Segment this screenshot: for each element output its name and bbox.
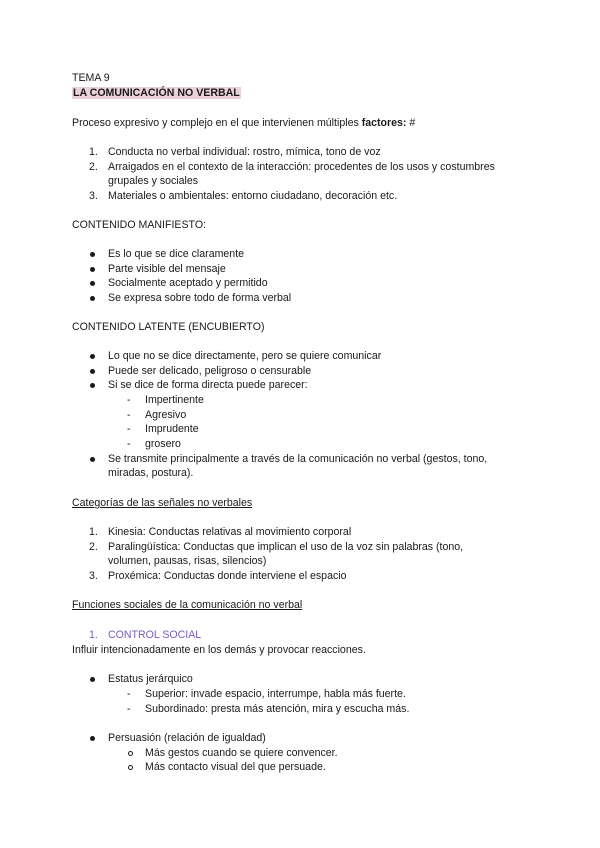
latente-item: Si se dice de forma directa puede parecer: bbox=[108, 379, 308, 391]
bullet-icon bbox=[90, 281, 95, 286]
dash-icon: - bbox=[127, 438, 131, 450]
control-description: Influir intencionadamente en los demás y provocar reacciones. bbox=[72, 644, 366, 656]
dash-icon: - bbox=[127, 688, 131, 700]
categoria-item: Kinesia: Conductas relativas al movimiento corporal bbox=[108, 526, 352, 538]
bullet-icon bbox=[90, 383, 95, 388]
categoria-item-continued: volumen, pausas, risas, silencios) bbox=[108, 555, 267, 567]
latente-subitem: Impertinente bbox=[145, 394, 204, 406]
manifiesto-item: Parte visible del mensaje bbox=[108, 263, 226, 275]
manifiesto-heading: CONTENIDO MANIFIESTO: bbox=[72, 219, 206, 231]
bullet-icon bbox=[90, 677, 95, 682]
categorias-heading: Categorías de las señales no verbales bbox=[72, 497, 253, 509]
bullet-icon bbox=[90, 252, 95, 257]
document-title bbox=[72, 87, 241, 100]
circle-bullet-icon bbox=[128, 751, 133, 756]
estatus-subitem: Superior: invade espacio, interrumpe, habla más fuerte. bbox=[145, 688, 406, 700]
circle-bullet-icon bbox=[128, 765, 133, 770]
bullet-icon bbox=[90, 736, 95, 741]
factor-item: Materiales o ambientales: entorno ciudadano, decoración etc. bbox=[108, 190, 398, 202]
bullet-icon bbox=[90, 296, 95, 301]
latente-item-continued: miradas, postura). bbox=[108, 467, 194, 479]
latente-item: Puede ser delicado, peligroso o censurable bbox=[108, 365, 312, 377]
categoria-item: Paralingüística: Conductas que implican el uso de la voz sin palabras (tono, bbox=[108, 541, 464, 553]
factor-number: 1. bbox=[89, 146, 98, 158]
control-social-heading: CONTROL SOCIAL bbox=[108, 629, 202, 641]
funciones-heading: Funciones sociales de la comunicación no verbal bbox=[72, 599, 303, 611]
document-title-text: LA COMUNICACIÓN NO VERBAL bbox=[73, 87, 240, 99]
latente-item: Lo que no se dice directamente, pero se quiere comunicar bbox=[108, 350, 382, 362]
latente-subitem: grosero bbox=[145, 438, 181, 450]
manifiesto-item: Socialmente aceptado y permitido bbox=[108, 277, 268, 289]
bullet-icon bbox=[90, 369, 95, 374]
latente-heading: CONTENIDO LATENTE (ENCUBIERTO) bbox=[72, 321, 265, 333]
manifiesto-item: Se expresa sobre todo de forma verbal bbox=[108, 292, 292, 304]
categoria-number: 1. bbox=[89, 526, 98, 538]
manifiesto-item: Es lo que se dice claramente bbox=[108, 248, 245, 260]
bullet-icon bbox=[90, 267, 95, 272]
intro-text: Proceso expresivo y complejo en el que intervienen múltiples bbox=[72, 117, 362, 129]
intro-paragraph bbox=[72, 117, 415, 130]
persuasion-subitem: Más contacto visual del que persuade. bbox=[145, 761, 326, 773]
persuasion-subitem: Más gestos cuando se quiere convencer. bbox=[145, 747, 338, 759]
estatus-item: Estatus jerárquico bbox=[108, 673, 193, 685]
bullet-icon bbox=[90, 457, 95, 462]
latente-subitem: Agresivo bbox=[145, 409, 187, 421]
dash-icon: - bbox=[127, 394, 131, 406]
persuasion-item: Persuasión (relación de igualdad) bbox=[108, 732, 266, 744]
categoria-number: 3. bbox=[89, 570, 98, 582]
intro-suffix: # bbox=[406, 117, 416, 129]
control-number: 1. bbox=[89, 629, 98, 641]
dash-icon: - bbox=[127, 423, 131, 435]
factor-number: 3. bbox=[89, 190, 98, 202]
factor-item: Arraigados en el contexto de la interacción: procedentes de los usos y costumbres bbox=[108, 161, 495, 173]
factor-item: Conducta no verbal individual: rostro, mímica, tono de voz bbox=[108, 146, 381, 158]
dash-icon: - bbox=[127, 703, 131, 715]
factor-number: 2. bbox=[89, 161, 98, 173]
estatus-subitem: Subordinado: presta más atención, mira y escucha más. bbox=[145, 703, 410, 715]
factor-item-continued: grupales y sociales bbox=[108, 175, 199, 187]
tema-label: TEMA 9 bbox=[72, 72, 110, 84]
categoria-item: Proxémica: Conductas donde interviene el espacio bbox=[108, 570, 347, 582]
intro-bold: factores: bbox=[361, 117, 407, 129]
bullet-icon bbox=[90, 354, 95, 359]
latente-subitem: Imprudente bbox=[145, 423, 199, 435]
latente-item: Se transmite principalmente a través de la comunicación no verbal (gestos, tono, bbox=[108, 453, 488, 465]
categoria-number: 2. bbox=[89, 541, 98, 553]
dash-icon: - bbox=[127, 409, 131, 421]
